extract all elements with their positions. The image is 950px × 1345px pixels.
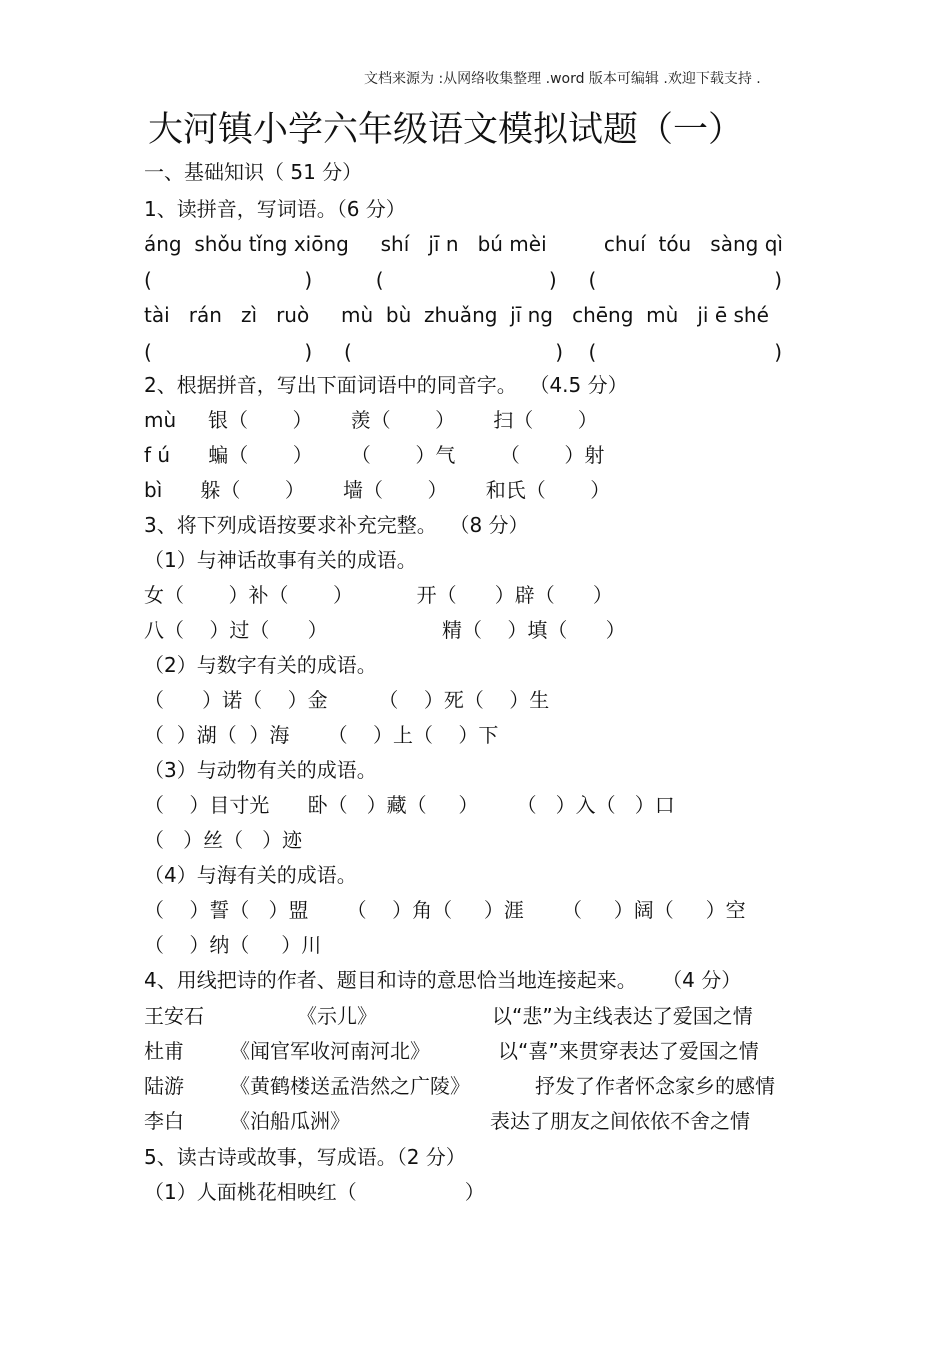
exam-line: （4）与海有关的成语。 [144,863,357,887]
exam-line: （ ）丝（ ）迹 [144,828,303,852]
exam-line: 2、根据拼音，写出下面词语中的同音字。 （4.5 分） [144,373,628,397]
exam-line: （ ）诺（ ）金 （ ）死（ ）生 [144,688,550,712]
exam-line: （2）与数字有关的成语。 [144,653,377,677]
exam-line: 《泊船瓜洲》 [230,1109,350,1133]
exam-line: 《闻官军收河南河北》 [230,1039,430,1063]
exam-line: 李白 [144,1109,184,1133]
exam-line: 5、读古诗或故事，写成语。（2 分） [144,1145,466,1169]
exam-line: 杜甫 [144,1039,184,1063]
exam-line: 陆游 [144,1074,184,1098]
exam-line: 4、用线把诗的作者、题目和诗的意思恰当地连接起来。 （4 分） [144,968,742,992]
exam-line: 3、将下列成语按要求补充完整。 （8 分） [144,513,529,537]
exam-line: áng shǒu tǐng xiōng shí jī n bú mèi chuí tóu sàng qì [144,232,783,256]
exam-line: 《黄鹤楼送孟浩然之广陵》 [230,1074,470,1098]
exam-line: （ ）湖（ ）海 （ ）上（ ）下 [144,723,499,747]
exam-line: 1、读拼音，写词语。（6 分） [144,197,406,221]
exam-line: 一、基础知识（ 51 分） [144,160,363,184]
exam-line: mù 银（ ） 羡（ ） 扫（ ） [144,408,598,432]
exam-line: （ ）誓（ ）盟 （ ）角（ ）涯 （ ）阔（ ）空 [144,898,746,922]
exam-line: ( ) ( ) ( ) [144,340,783,364]
exam-line: 抒发了作者怀念家乡的感情 [535,1074,775,1098]
page-title: 大河镇小学六年级语文模拟试题（一） [148,110,744,150]
exam-line: 王安石 [144,1004,204,1028]
exam-line: 表达了朋友之间依依不舍之情 [490,1109,750,1133]
exam-line: 女（ ）补（ ） 开（ ）辟（ ） [144,583,613,607]
exam-line: （1）与神话故事有关的成语。 [144,548,417,572]
exam-line: tài rán zì ruò mù bù zhuǎng jī ng chēng mù ji ē shé [144,303,769,327]
exam-line: （1）人面桃花相映红（ ） [144,1180,485,1204]
exam-line: 八（ ）过（ ） 精（ ）填（ ） [144,618,626,642]
exam-line: （ ）目寸光 卧（ ）藏（ ） （ ）入（ ）口 [144,793,675,817]
exam-line: （ ）纳（ ）川 [144,933,322,957]
exam-line: 以“喜”来贯穿表达了爱国之情 [498,1039,759,1063]
exam-line: （3）与动物有关的成语。 [144,758,377,782]
exam-line: 《示儿》 [297,1004,377,1028]
header-note: 文档来源为 :从网络收集整理 .word 版本可编辑 .欢迎下载支持 . [364,71,761,87]
exam-line: bì 躲（ ） 墙（ ） 和氏（ ） [144,478,611,502]
exam-line: f ú 蝙（ ） （ ）气 （ ）射 [144,443,605,467]
exam-line: 以“悲”为主线表达了爱国之情 [492,1004,753,1028]
exam-line: ( ) ( ) ( ) [144,268,783,292]
